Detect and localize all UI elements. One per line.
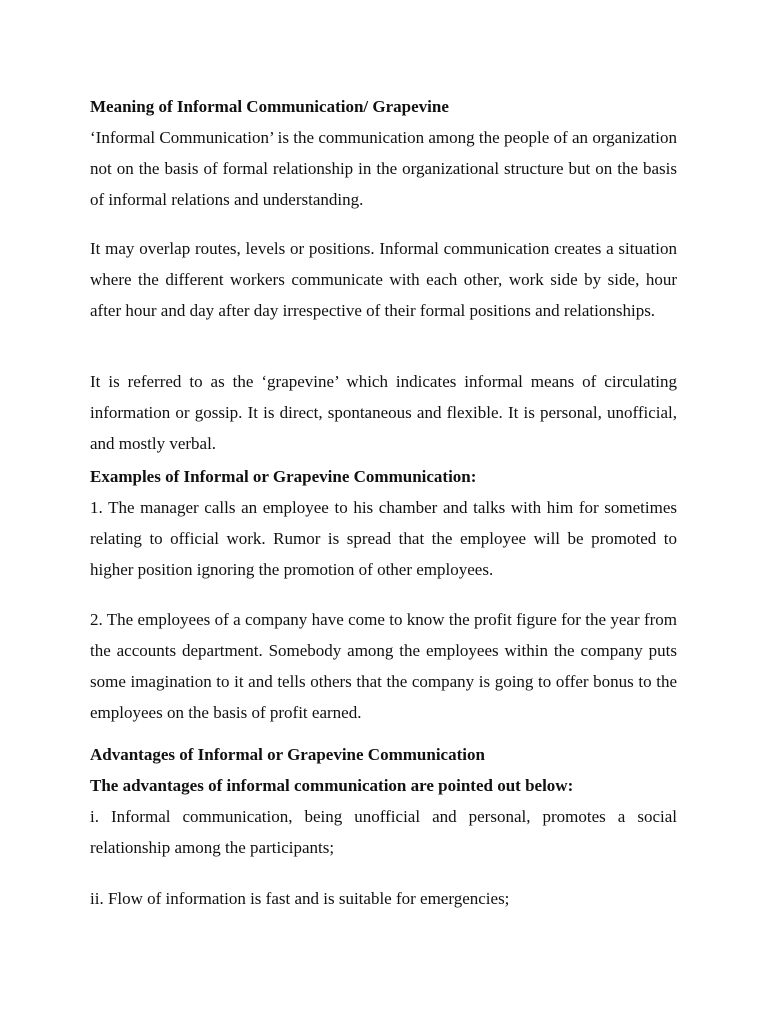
heading-advantages-intro: The advantages of informal communication are pointed out below: [90,776,574,795]
paragraph-definition: ‘Informal Communication’ is the communication among the people of an organization not on the basis of formal relationship in the organizational structure but on the basis of informal relations and understanding. [90,128,677,209]
advantage-i: i. Informal communication, being unofficial and personal, promotes a social relationship among the participants; [90,807,677,857]
example-2: 2. The employees of a company have come to know the profit figure for the year from the accounts department. Somebody among the employees within the company puts some imagination to it and tells others that the company is going to offer bonus to the employees on the basis of profit earned. [90,610,677,722]
heading-meaning-informal-communication: Meaning of Informal Communication/ Grapevine [90,97,449,116]
paragraph-overlap: It may overlap routes, levels or positions. Informal communication creates a situation where the different workers communicate with each other, work side by side, hour after hour and day after day irrespective of their formal positions and relationships. [90,239,677,320]
example-1: 1. The manager calls an employee to his chamber and talks with him for sometimes relating to official work. Rumor is spread that the employee will be promoted to higher position ignoring the promotion of other employees. [90,498,677,579]
advantage-ii: ii. Flow of information is fast and is suitable for emergencies; [90,889,510,908]
paragraph-grapevine: It is referred to as the ‘grapevine’ which indicates informal means of circulating information or gossip. It is direct, spontaneous and flexible. It is personal, unofficial, and mostly verbal. [90,372,677,453]
heading-advantages: Advantages of Informal or Grapevine Communication [90,745,485,764]
heading-examples: Examples of Informal or Grapevine Communication: [90,467,477,486]
